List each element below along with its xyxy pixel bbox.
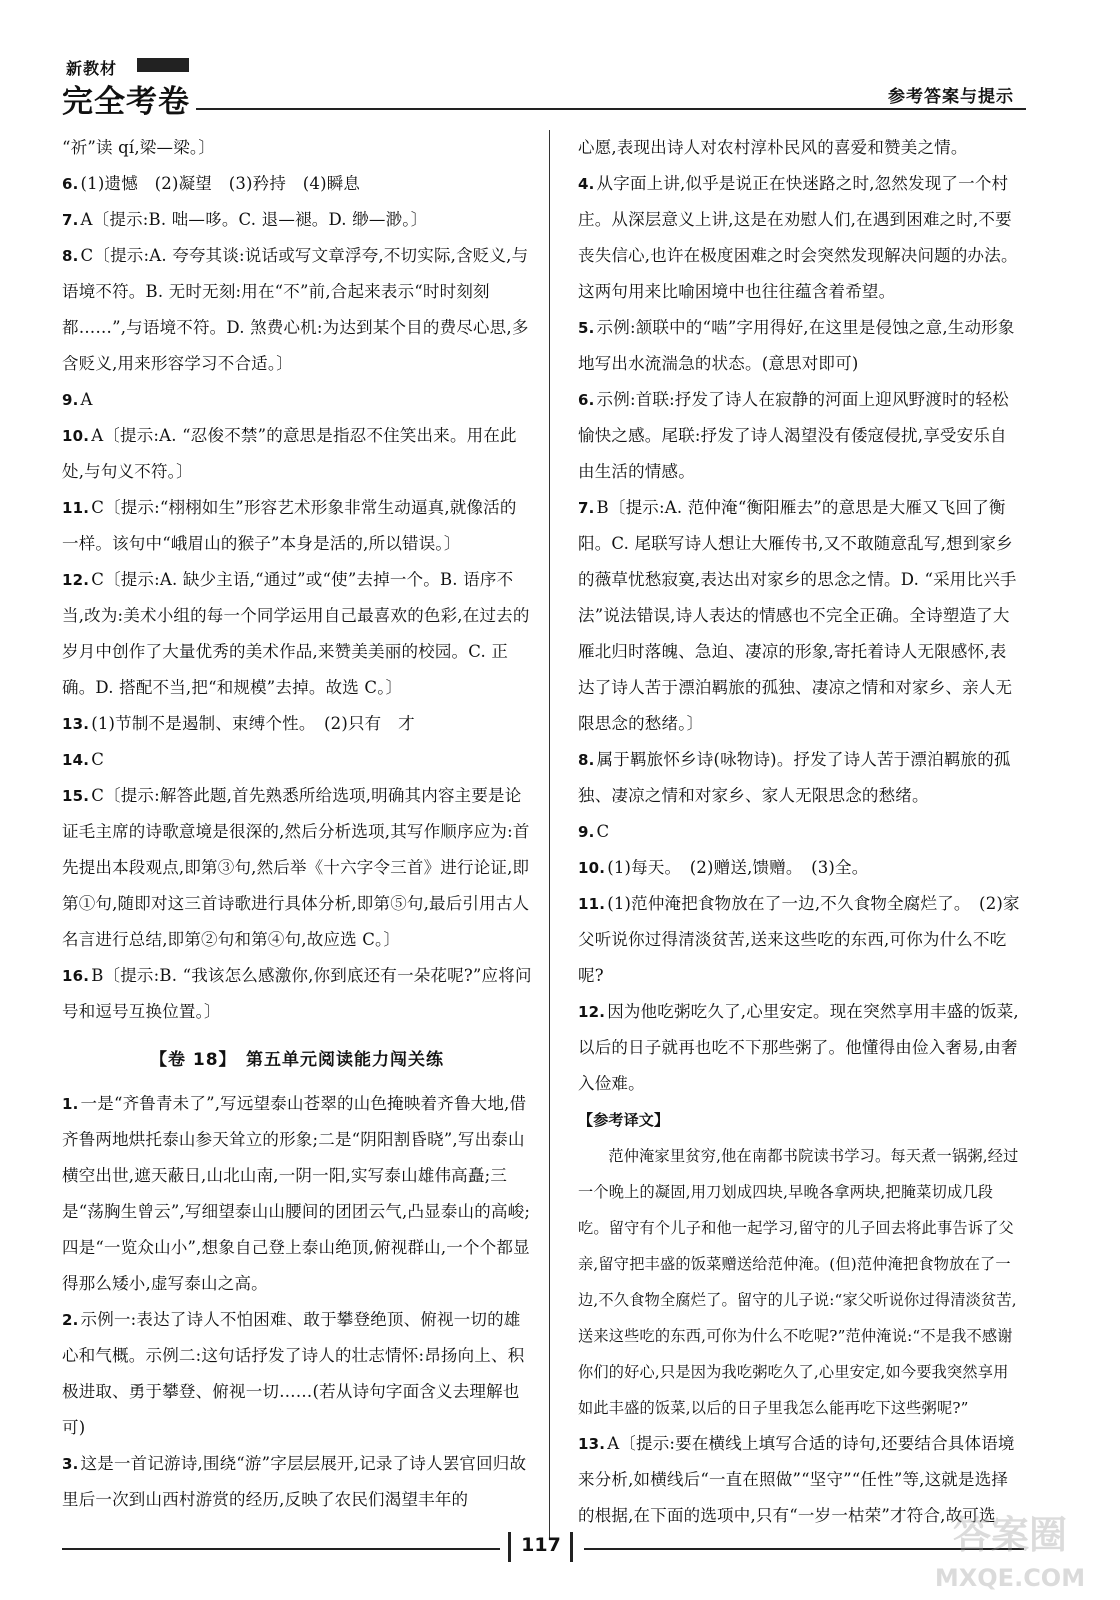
right-column [578, 130, 1020, 1534]
footer-rule-left [62, 1548, 500, 1550]
brand-subtitle: 新教材 [66, 59, 118, 78]
answer-item: 16. B〔提示:B. “我该怎么感激你,你到底还有一朵花呢?”应将问号和逗号互换位置。〕 [62, 966, 532, 1021]
page-number: 117 [521, 1534, 561, 1556]
answer-item: 13. A〔提示:要在横线上填写合适的诗句,还要结合具体语境来分析,如横线后“一直在照做”“坚守”“任性”等,这就是选择的根据,在下面的选项中,只有“一岁一枯荣”才符合,故可选 [578, 1434, 1015, 1525]
reference-translation-title: 【参考译文】 [578, 1111, 670, 1129]
answer-item: 13. (1)节制不是遏制、束缚个性。 (2)只有 才 [62, 714, 415, 733]
answer-item: 1. 一是“齐鲁青未了”,写远望泰山苍翠的山色掩映着齐鲁大地,借齐鲁两地烘托泰山参天耸立的形象;二是“阴阳割昏晓”,写出泰山横空出世,遮天蔽日,山北山南,一阴一阳,实写泰山雄伟高矗;三是“荡胸生曾云”,写细望泰山山腰间的团团云气,凸显泰山的高峻;四是“一览众山小”,想象自己登上泰山绝顶,俯视群山,一个个都显得那么矮小,虚写泰山之高。 [62, 1094, 531, 1293]
brand-title: 完全考卷 [62, 84, 190, 120]
answer-item: 3. 这是一首记游诗,围绕“游”字层层展开,记录了诗人罢官回归故里后一次到山西村游赏的经历,反映了农民们渴望丰年的 [62, 1454, 527, 1509]
answer-item: 12. C〔提示:A. 缺少主语,“通过”或“使”去掉一个。B. 语序不当,改为:美术小组的每一个同学运用自己最喜欢的色彩,在过去的岁月中创作了大量优秀的美术作品,来赞美美丽的校园。C. 正确。D. 搭配不当,把“和规模”去掉。故选 C。〕 [62, 570, 530, 697]
left-column [62, 130, 532, 1518]
column-divider [549, 130, 550, 1538]
answer-item: 14. C [62, 750, 105, 769]
watermark-text: 答案圈 [952, 1513, 1068, 1557]
answer-item: 12. 因为他吃粥吃久了,心里安定。现在突然享用丰盛的饭菜,以后的日子就再也吃不下那些粥了。他懂得由俭入奢易,由奢入俭难。 [578, 1002, 1019, 1093]
section-title: 【卷 18】 第五单元阅读能力闯关练 [149, 1050, 445, 1070]
answer-item: 9. A [62, 390, 93, 409]
brand-decoration [137, 58, 189, 72]
answer-item: 6. 示例:首联:抒发了诗人在寂静的河面上迎风野渡时的轻松愉快之感。尾联:抒发了诗人渴望没有倭寇侵扰,享受安乐自由生活的情感。 [578, 390, 1009, 481]
answer-item: 11. C〔提示:“栩栩如生”形容艺术形象非常生动逼真,就像活的一样。该句中“峨眉山的猴子”本身是活的,所以错误。〕 [62, 498, 517, 553]
section-header-title: 参考答案与提示 [888, 87, 1014, 107]
answer-item: 6. (1)遗憾 (2)凝望 (3)矜持 (4)瞬息 [62, 174, 361, 193]
answer-item: 2. 示例一:表达了诗人不怕困难、敢于攀登绝顶、俯视一切的雄心和气概。示例二:这句话抒发了诗人的壮志情怀:昂扬向上、积极进取、勇于攀登、俯视一切……(若从诗句字面含义去理解也可) [62, 1310, 525, 1437]
footer-bar-right [570, 1532, 573, 1562]
answer-item: 9. C [578, 822, 610, 841]
answer-continuation: 心愿,表现出诗人对农村淳朴民风的喜爱和赞美之情。 [578, 138, 968, 157]
page-header [0, 0, 1120, 120]
watermark-url: MXQE.COM [934, 1564, 1086, 1592]
header-rule [196, 108, 1026, 110]
footer-bar-left [508, 1532, 511, 1562]
reference-translation: 范仲淹家里贫穷,他在南都书院读书学习。每天煮一锅粥,经过一个晚上的凝固,用刀划成四块,早晚各拿两块,把腌菜切成几段吃。留守有个儿子和他一起学习,留守的儿子回去将此事告诉了父亲,留守把丰盛的饭菜赠送给范仲淹。(但)范仲淹把食物放在了一边,不久食物全腐烂了。留守的儿子说:“家父听说你过得清淡贫苦,送来这些吃的东西,可你为什么不吃呢?”范仲淹说:“不是我不感谢你们的好心,只是因为我吃粥吃久了,心里安定,如今要我突然享用如此丰盛的饭菜,以后的日子里我怎么能再吃下这些粥呢?” [578, 1147, 1019, 1417]
answer-item: 11. (1)范仲淹把食物放在了一边,不久食物全腐烂了。 (2)家父听说你过得清淡贫苦,送来这些吃的东西,可你为什么不吃呢? [578, 894, 1020, 985]
answer-item: 7. B〔提示:A. 范仲淹“衡阳雁去”的意思是大雁又飞回了衡阳。C. 尾联写诗人想让大雁传书,又不敢随意乱写,想到家乡的薇草忧愁寂寞,表达出对家乡的思念之情。D. “采用比兴手法”说法错误,诗人表达的情感也不完全正确。全诗塑造了大雁北归时落魄、急迫、凄凉的形象,寄托着诗人无限感怀,表达了诗人苦于漂泊羁旅的孤独、凄凉之情和对家乡、亲人无限思念的愁绪。〕 [578, 498, 1017, 733]
answer-item: 10. A〔提示:A. “忍俊不禁”的意思是指忍不住笑出来。用在此处,与句义不符。〕 [62, 426, 517, 481]
answer-item: 10. (1)每天。 (2)赠送,馈赠。 (3)全。 [578, 858, 869, 877]
answer-item: “祈”读 qí,梁—梁。〕 [62, 138, 216, 157]
answer-item: 7. A〔提示:B. 咄—哆。C. 退—褪。D. 缈—渺。〕 [62, 210, 428, 229]
answer-item: 4. 从字面上讲,似乎是说正在快迷路之时,忽然发现了一个村庄。从深层意义上讲,这是在劝慰人们,在遇到困难之时,不要丧失信心,也许在极度困难之时会突然发现解决问题的办法。这两句用来比喻困境中也往往蕴含着希望。 [578, 174, 1018, 301]
answer-item: 8. C〔提示:A. 夸夸其谈:说话或写文章浮夸,不切实际,含贬义,与语境不符。B. 无时无刻:用在“不”前,合起来表示“时时刻刻都……”,与语境不符。D. 煞费心机:为达到某个目的费尽心思,多含贬义,用来形容学习不合适。〕 [62, 246, 529, 373]
answer-item: 8. 属于羁旅怀乡诗(咏物诗)。抒发了诗人苦于漂泊羁旅的孤独、凄凉之情和对家乡、家人无限思念的愁绪。 [578, 750, 1011, 805]
answer-item: 5. 示例:颔联中的“啮”字用得好,在这里是侵蚀之意,生动形象地写出水流湍急的状态。(意思对即可) [578, 318, 1015, 373]
answer-item: 15. C〔提示:解答此题,首先熟悉所给选项,明确其内容主要是论证毛主席的诗歌意境是很深的,然后分析选项,其写作顺序应为:首先提出本段观点,即第③句,然后举《十六字令三首》进行论证,即第①句,随即对这三首诗歌进行具体分析,即第⑤句,最后引用古人名言进行总结,即第②句和第④句,故应选 C。〕 [62, 786, 530, 949]
watermark-logo [920, 1500, 1100, 1596]
